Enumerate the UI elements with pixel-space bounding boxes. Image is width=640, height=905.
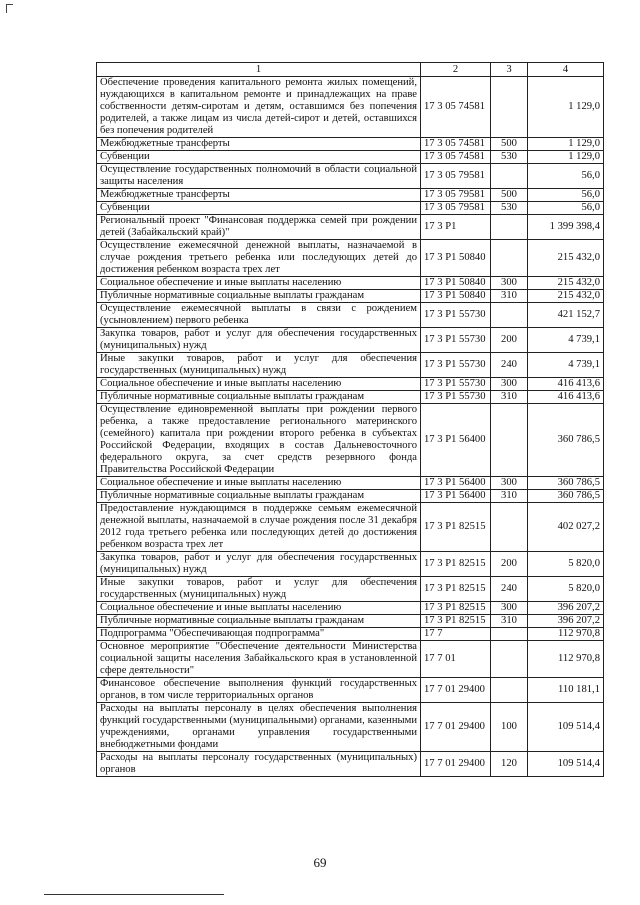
table-row (97, 77, 604, 138)
row-expense-type (491, 303, 528, 328)
table-row (97, 138, 604, 151)
row-amount: 215 432,0 (528, 290, 604, 303)
row-expense-type (491, 164, 528, 189)
row-expense-type (491, 503, 528, 552)
table-row (97, 577, 604, 602)
row-target-code: 17 3 P1 82515 (421, 577, 491, 602)
row-target-code: 17 3 P1 82515 (421, 602, 491, 615)
row-expense-type (491, 628, 528, 641)
table-row (97, 490, 604, 503)
row-target-code: 17 3 P1 55730 (421, 353, 491, 378)
row-description: Иные закупки товаров, работ и услуг для обеспечения государственных (муниципальных) нужд (97, 577, 421, 602)
row-target-code: 17 3 P1 55730 (421, 328, 491, 353)
table-row (97, 678, 604, 703)
row-description: Расходы на выплаты персоналу государственных (муниципальных) органов (97, 752, 421, 777)
row-expense-type (491, 678, 528, 703)
table-row (97, 189, 604, 202)
row-expense-type: 240 (491, 577, 528, 602)
row-amount: 1 129,0 (528, 138, 604, 151)
row-description: Социальное обеспечение и иные выплаты населению (97, 378, 421, 391)
row-amount: 360 786,5 (528, 404, 604, 477)
row-target-code: 17 3 05 79581 (421, 164, 491, 189)
row-description: Субвенции (97, 202, 421, 215)
table-row (97, 752, 604, 777)
row-description: Предоставление нуждающимся в поддержке семьям ежемесячной денежной выплаты, назначаемой в случае рождения после 31 декабря 2012 года третьего ребенка или последующих детей до достижения ребенком возраста трех лет (97, 503, 421, 552)
table-row (97, 290, 604, 303)
row-amount: 416 413,6 (528, 391, 604, 404)
row-expense-type: 300 (491, 477, 528, 490)
table-row (97, 477, 604, 490)
table-row (97, 328, 604, 353)
row-amount: 56,0 (528, 202, 604, 215)
page-number: 69 (313, 855, 327, 870)
row-target-code: 17 3 P1 55730 (421, 391, 491, 404)
row-expense-type: 300 (491, 602, 528, 615)
row-description: Социальное обеспечение и иные выплаты населению (97, 277, 421, 290)
row-amount: 360 786,5 (528, 477, 604, 490)
table-row (97, 628, 604, 641)
budget-table (96, 62, 604, 777)
row-target-code: 17 3 P1 56400 (421, 490, 491, 503)
corner-mark (6, 4, 13, 13)
row-description: Закупка товаров, работ и услуг для обеспечения государственных (муниципальных) нужд (97, 328, 421, 353)
row-description: Подпрограмма "Обеспечивающая подпрограмма" (97, 628, 421, 641)
row-amount: 396 207,2 (528, 602, 604, 615)
row-expense-type: 240 (491, 353, 528, 378)
row-expense-type: 500 (491, 189, 528, 202)
row-target-code: 17 3 05 74581 (421, 151, 491, 164)
row-target-code: 17 3 P1 55730 (421, 378, 491, 391)
table-row (97, 552, 604, 577)
row-amount: 4 739,1 (528, 353, 604, 378)
header-col-2: 2 (421, 63, 491, 77)
table-header-row (97, 63, 604, 77)
row-description: Осуществление ежемесячной денежной выплаты, назначаемой в случае рождения третьего ребенка или последующих детей до достижения ребенком возраста трех лет (97, 240, 421, 277)
row-amount: 1 129,0 (528, 151, 604, 164)
footer-line (44, 894, 224, 895)
row-description: Основное мероприятие "Обеспечение деятельности Министерства социальной защиты населения Забайкальского края в установленной сфере деятельности" (97, 641, 421, 678)
row-description: Закупка товаров, работ и услуг для обеспечения государственных (муниципальных) нужд (97, 552, 421, 577)
row-expense-type (491, 77, 528, 138)
row-description: Публичные нормативные социальные выплаты гражданам (97, 490, 421, 503)
row-expense-type: 530 (491, 151, 528, 164)
row-description: Публичные нормативные социальные выплаты гражданам (97, 391, 421, 404)
row-description: Публичные нормативные социальные выплаты гражданам (97, 615, 421, 628)
table-row (97, 215, 604, 240)
row-expense-type: 300 (491, 378, 528, 391)
row-target-code: 17 7 (421, 628, 491, 641)
table-row (97, 164, 604, 189)
header-col-4: 4 (528, 63, 604, 77)
row-expense-type: 310 (491, 615, 528, 628)
row-target-code: 17 3 P1 56400 (421, 477, 491, 490)
row-amount: 109 514,4 (528, 752, 604, 777)
table-row (97, 151, 604, 164)
row-amount: 1 129,0 (528, 77, 604, 138)
row-description: Региональный проект "Финансовая поддержка семей при рождении детей (Забайкальский край)" (97, 215, 421, 240)
row-amount: 421 152,7 (528, 303, 604, 328)
table-row (97, 391, 604, 404)
row-amount: 416 413,6 (528, 378, 604, 391)
row-target-code: 17 3 05 79581 (421, 189, 491, 202)
row-target-code: 17 7 01 29400 (421, 752, 491, 777)
row-amount: 109 514,4 (528, 703, 604, 752)
row-description: Межбюджетные трансферты (97, 138, 421, 151)
row-expense-type: 200 (491, 552, 528, 577)
row-description: Межбюджетные трансферты (97, 189, 421, 202)
table-row (97, 404, 604, 477)
row-expense-type: 300 (491, 277, 528, 290)
row-amount: 56,0 (528, 164, 604, 189)
row-expense-type: 310 (491, 391, 528, 404)
row-target-code: 17 3 P1 50840 (421, 240, 491, 277)
table-row (97, 703, 604, 752)
row-expense-type (491, 641, 528, 678)
row-description: Осуществление единовременной выплаты при рождении первого ребенка, а также предоставление регионального материнского (семейного) капитала при рождении второго ребенка в субъектах Российской Федерации, входящих в состав Дальневосточного федерального округа, за счет средств резервного фонда Правительства Российской Федерации (97, 404, 421, 477)
row-amount: 5 820,0 (528, 577, 604, 602)
table-row (97, 378, 604, 391)
row-description: Обеспечение проведения капитального ремонта жилых помещений, нуждающихся в капитальном ремонте и принадлежащих на праве собственности детям-сиротам и детям, оставшимся без попечения родителей, а также лицам из числа детей-сирот и детей, оставшихся без попечения родителей (97, 77, 421, 138)
row-amount: 112 970,8 (528, 628, 604, 641)
row-amount: 5 820,0 (528, 552, 604, 577)
table-row (97, 303, 604, 328)
row-description: Иные закупки товаров, работ и услуг для обеспечения государственных (муниципальных) нужд (97, 353, 421, 378)
row-target-code: 17 3 P1 82515 (421, 503, 491, 552)
row-amount: 215 432,0 (528, 277, 604, 290)
row-description: Расходы на выплаты персоналу в целях обеспечения выполнения функций государственными (муниципальными) органами, казенными учреждениями, органами управления государственными внебюджетными фондами (97, 703, 421, 752)
row-expense-type: 530 (491, 202, 528, 215)
row-description: Социальное обеспечение и иные выплаты населению (97, 602, 421, 615)
row-description: Финансовое обеспечение выполнения функций государственных органов, в том числе территориальных органов (97, 678, 421, 703)
row-target-code: 17 3 05 74581 (421, 138, 491, 151)
table-row (97, 277, 604, 290)
header-col-3: 3 (491, 63, 528, 77)
row-expense-type (491, 240, 528, 277)
table-row (97, 641, 604, 678)
row-target-code: 17 3 P1 82515 (421, 615, 491, 628)
row-amount: 1 399 398,4 (528, 215, 604, 240)
row-description: Публичные нормативные социальные выплаты гражданам (97, 290, 421, 303)
row-description: Осуществление ежемесячной выплаты в связи с рождением (усыновлением) первого ребенка (97, 303, 421, 328)
header-col-1: 1 (97, 63, 421, 77)
row-amount: 215 432,0 (528, 240, 604, 277)
row-target-code: 17 7 01 (421, 641, 491, 678)
row-description: Осуществление государственных полномочий в области социальной защиты населения (97, 164, 421, 189)
table-row (97, 503, 604, 552)
row-expense-type (491, 215, 528, 240)
row-description: Социальное обеспечение и иные выплаты населению (97, 477, 421, 490)
row-expense-type: 120 (491, 752, 528, 777)
row-expense-type: 500 (491, 138, 528, 151)
row-expense-type: 310 (491, 290, 528, 303)
row-target-code: 17 3 P1 82515 (421, 552, 491, 577)
row-target-code: 17 3 P1 56400 (421, 404, 491, 477)
row-amount: 402 027,2 (528, 503, 604, 552)
table-row (97, 602, 604, 615)
row-target-code: 17 3 P1 50840 (421, 290, 491, 303)
row-expense-type: 100 (491, 703, 528, 752)
table-row (97, 615, 604, 628)
row-amount: 110 181,1 (528, 678, 604, 703)
row-amount: 360 786,5 (528, 490, 604, 503)
row-target-code: 17 3 05 74581 (421, 77, 491, 138)
table-row (97, 353, 604, 378)
row-description: Субвенции (97, 151, 421, 164)
row-target-code: 17 3 P1 55730 (421, 303, 491, 328)
table-row (97, 240, 604, 277)
row-expense-type (491, 404, 528, 477)
row-expense-type: 200 (491, 328, 528, 353)
row-target-code: 17 3 05 79581 (421, 202, 491, 215)
table-row (97, 202, 604, 215)
row-target-code: 17 7 01 29400 (421, 678, 491, 703)
row-target-code: 17 3 P1 (421, 215, 491, 240)
row-amount: 56,0 (528, 189, 604, 202)
row-expense-type: 310 (491, 490, 528, 503)
row-amount: 4 739,1 (528, 328, 604, 353)
row-amount: 112 970,8 (528, 641, 604, 678)
row-target-code: 17 3 P1 50840 (421, 277, 491, 290)
row-amount: 396 207,2 (528, 615, 604, 628)
row-target-code: 17 7 01 29400 (421, 703, 491, 752)
